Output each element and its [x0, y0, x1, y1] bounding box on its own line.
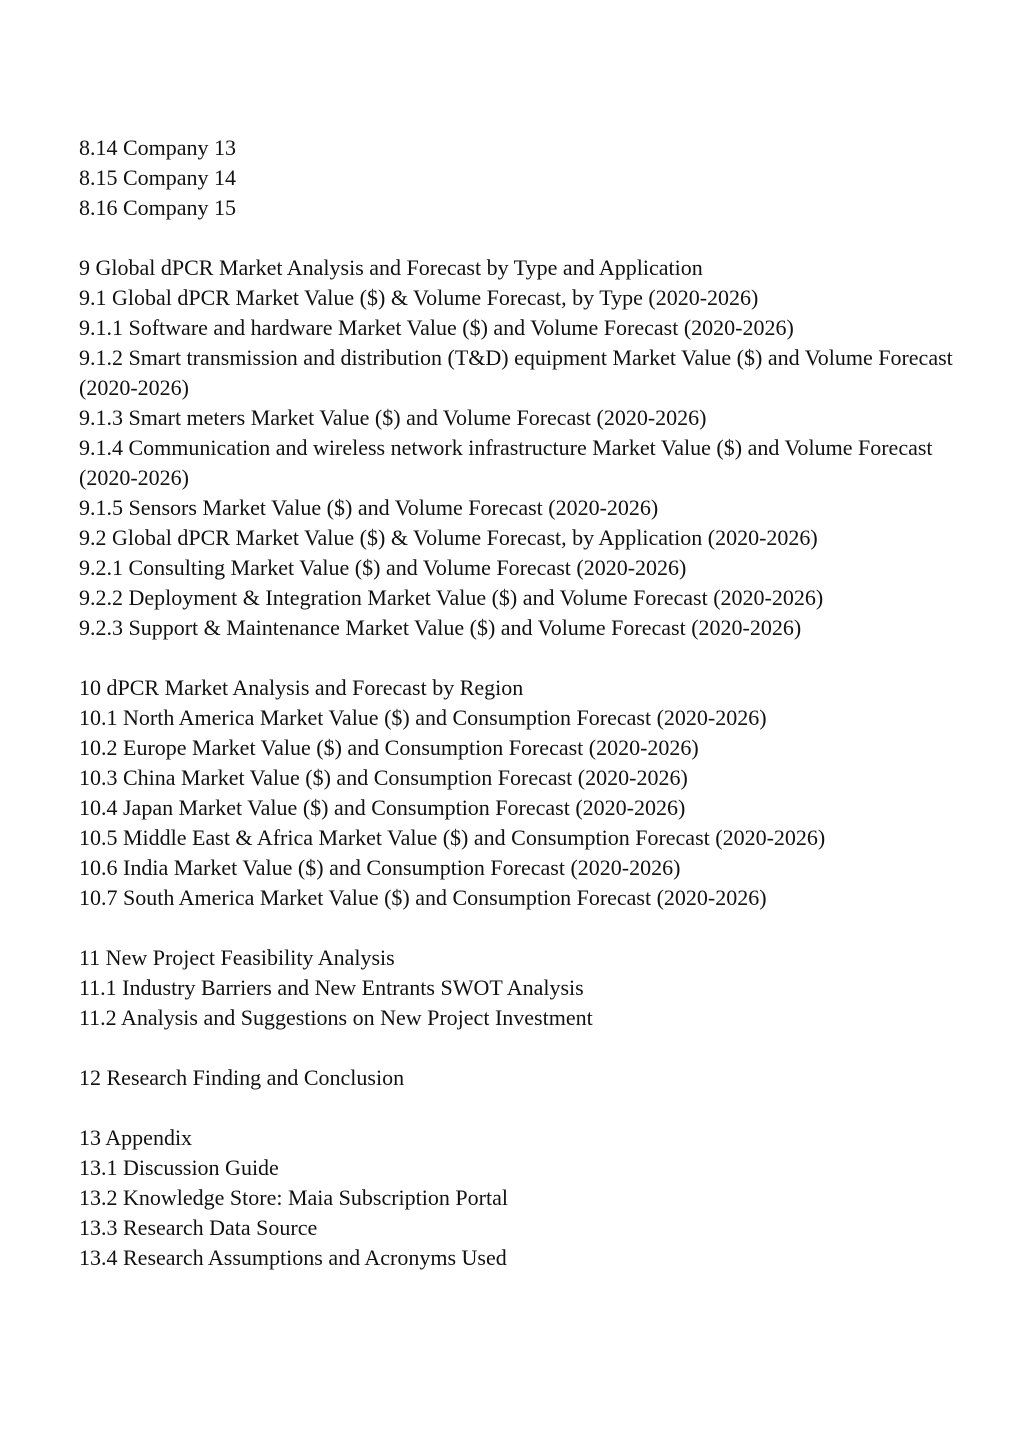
table-of-contents	[79, 133, 959, 1303]
toc-entry: 9.1.3 Smart meters Market Value ($) and Volume Forecast (2020-2026)	[79, 405, 707, 430]
toc-section-10	[79, 673, 959, 913]
toc-heading: 9 Global dPCR Market Analysis and Forecast by Type and Application	[79, 255, 703, 280]
toc-entry: 13.4 Research Assumptions and Acronyms Used	[79, 1245, 507, 1270]
toc-entry: 9.2 Global dPCR Market Value ($) & Volume Forecast, by Application (2020-2026)	[79, 525, 818, 550]
toc-entry: 11.2 Analysis and Suggestions on New Project Investment	[79, 1005, 593, 1030]
toc-entry: 9.1.2 Smart transmission and distribution (T&D) equipment Market Value ($) and Volume Forecast (2020-2026)	[79, 345, 953, 400]
toc-heading: 12 Research Finding and Conclusion	[79, 1065, 405, 1090]
toc-entry: 8.14 Company 13	[79, 135, 237, 160]
toc-entry: 10.6 India Market Value ($) and Consumption Forecast (2020-2026)	[79, 855, 681, 880]
toc-entry: 9.1.4 Communication and wireless network infrastructure Market Value ($) and Volume Forecast (2020-2026)	[79, 435, 933, 490]
toc-entry: 10.1 North America Market Value ($) and Consumption Forecast (2020-2026)	[79, 705, 767, 730]
toc-heading: 10 dPCR Market Analysis and Forecast by Region	[79, 675, 524, 700]
toc-entry: 11.1 Industry Barriers and New Entrants SWOT Analysis	[79, 975, 584, 1000]
toc-entry: 10.3 China Market Value ($) and Consumption Forecast (2020-2026)	[79, 765, 688, 790]
toc-entry: 10.7 South America Market Value ($) and Consumption Forecast (2020-2026)	[79, 885, 767, 910]
toc-entry: 9.2.1 Consulting Market Value ($) and Volume Forecast (2020-2026)	[79, 555, 687, 580]
toc-entry: 9.1.1 Software and hardware Market Value ($) and Volume Forecast (2020-2026)	[79, 315, 794, 340]
toc-section-13	[79, 1123, 959, 1273]
toc-section-12	[79, 1063, 959, 1093]
toc-entry: 9.1 Global dPCR Market Value ($) & Volume Forecast, by Type (2020-2026)	[79, 285, 759, 310]
toc-entry: 8.16 Company 15	[79, 195, 237, 220]
toc-section-8	[79, 133, 959, 223]
toc-heading: 13 Appendix	[79, 1125, 193, 1150]
toc-section-9	[79, 253, 959, 643]
toc-entry: 8.15 Company 14	[79, 165, 237, 190]
toc-entry: 10.5 Middle East & Africa Market Value ($) and Consumption Forecast (2020-2026)	[79, 825, 826, 850]
toc-entry: 13.3 Research Data Source	[79, 1215, 318, 1240]
toc-entry: 13.2 Knowledge Store: Maia Subscription Portal	[79, 1185, 508, 1210]
toc-entry: 13.1 Discussion Guide	[79, 1155, 279, 1180]
toc-heading: 11 New Project Feasibility Analysis	[79, 945, 395, 970]
toc-section-11	[79, 943, 959, 1033]
toc-entry: 10.4 Japan Market Value ($) and Consumption Forecast (2020-2026)	[79, 795, 686, 820]
toc-entry: 10.2 Europe Market Value ($) and Consumption Forecast (2020-2026)	[79, 735, 699, 760]
toc-entry: 9.1.5 Sensors Market Value ($) and Volume Forecast (2020-2026)	[79, 495, 659, 520]
toc-entry: 9.2.2 Deployment & Integration Market Value ($) and Volume Forecast (2020-2026)	[79, 585, 824, 610]
toc-entry: 9.2.3 Support & Maintenance Market Value ($) and Volume Forecast (2020-2026)	[79, 615, 802, 640]
